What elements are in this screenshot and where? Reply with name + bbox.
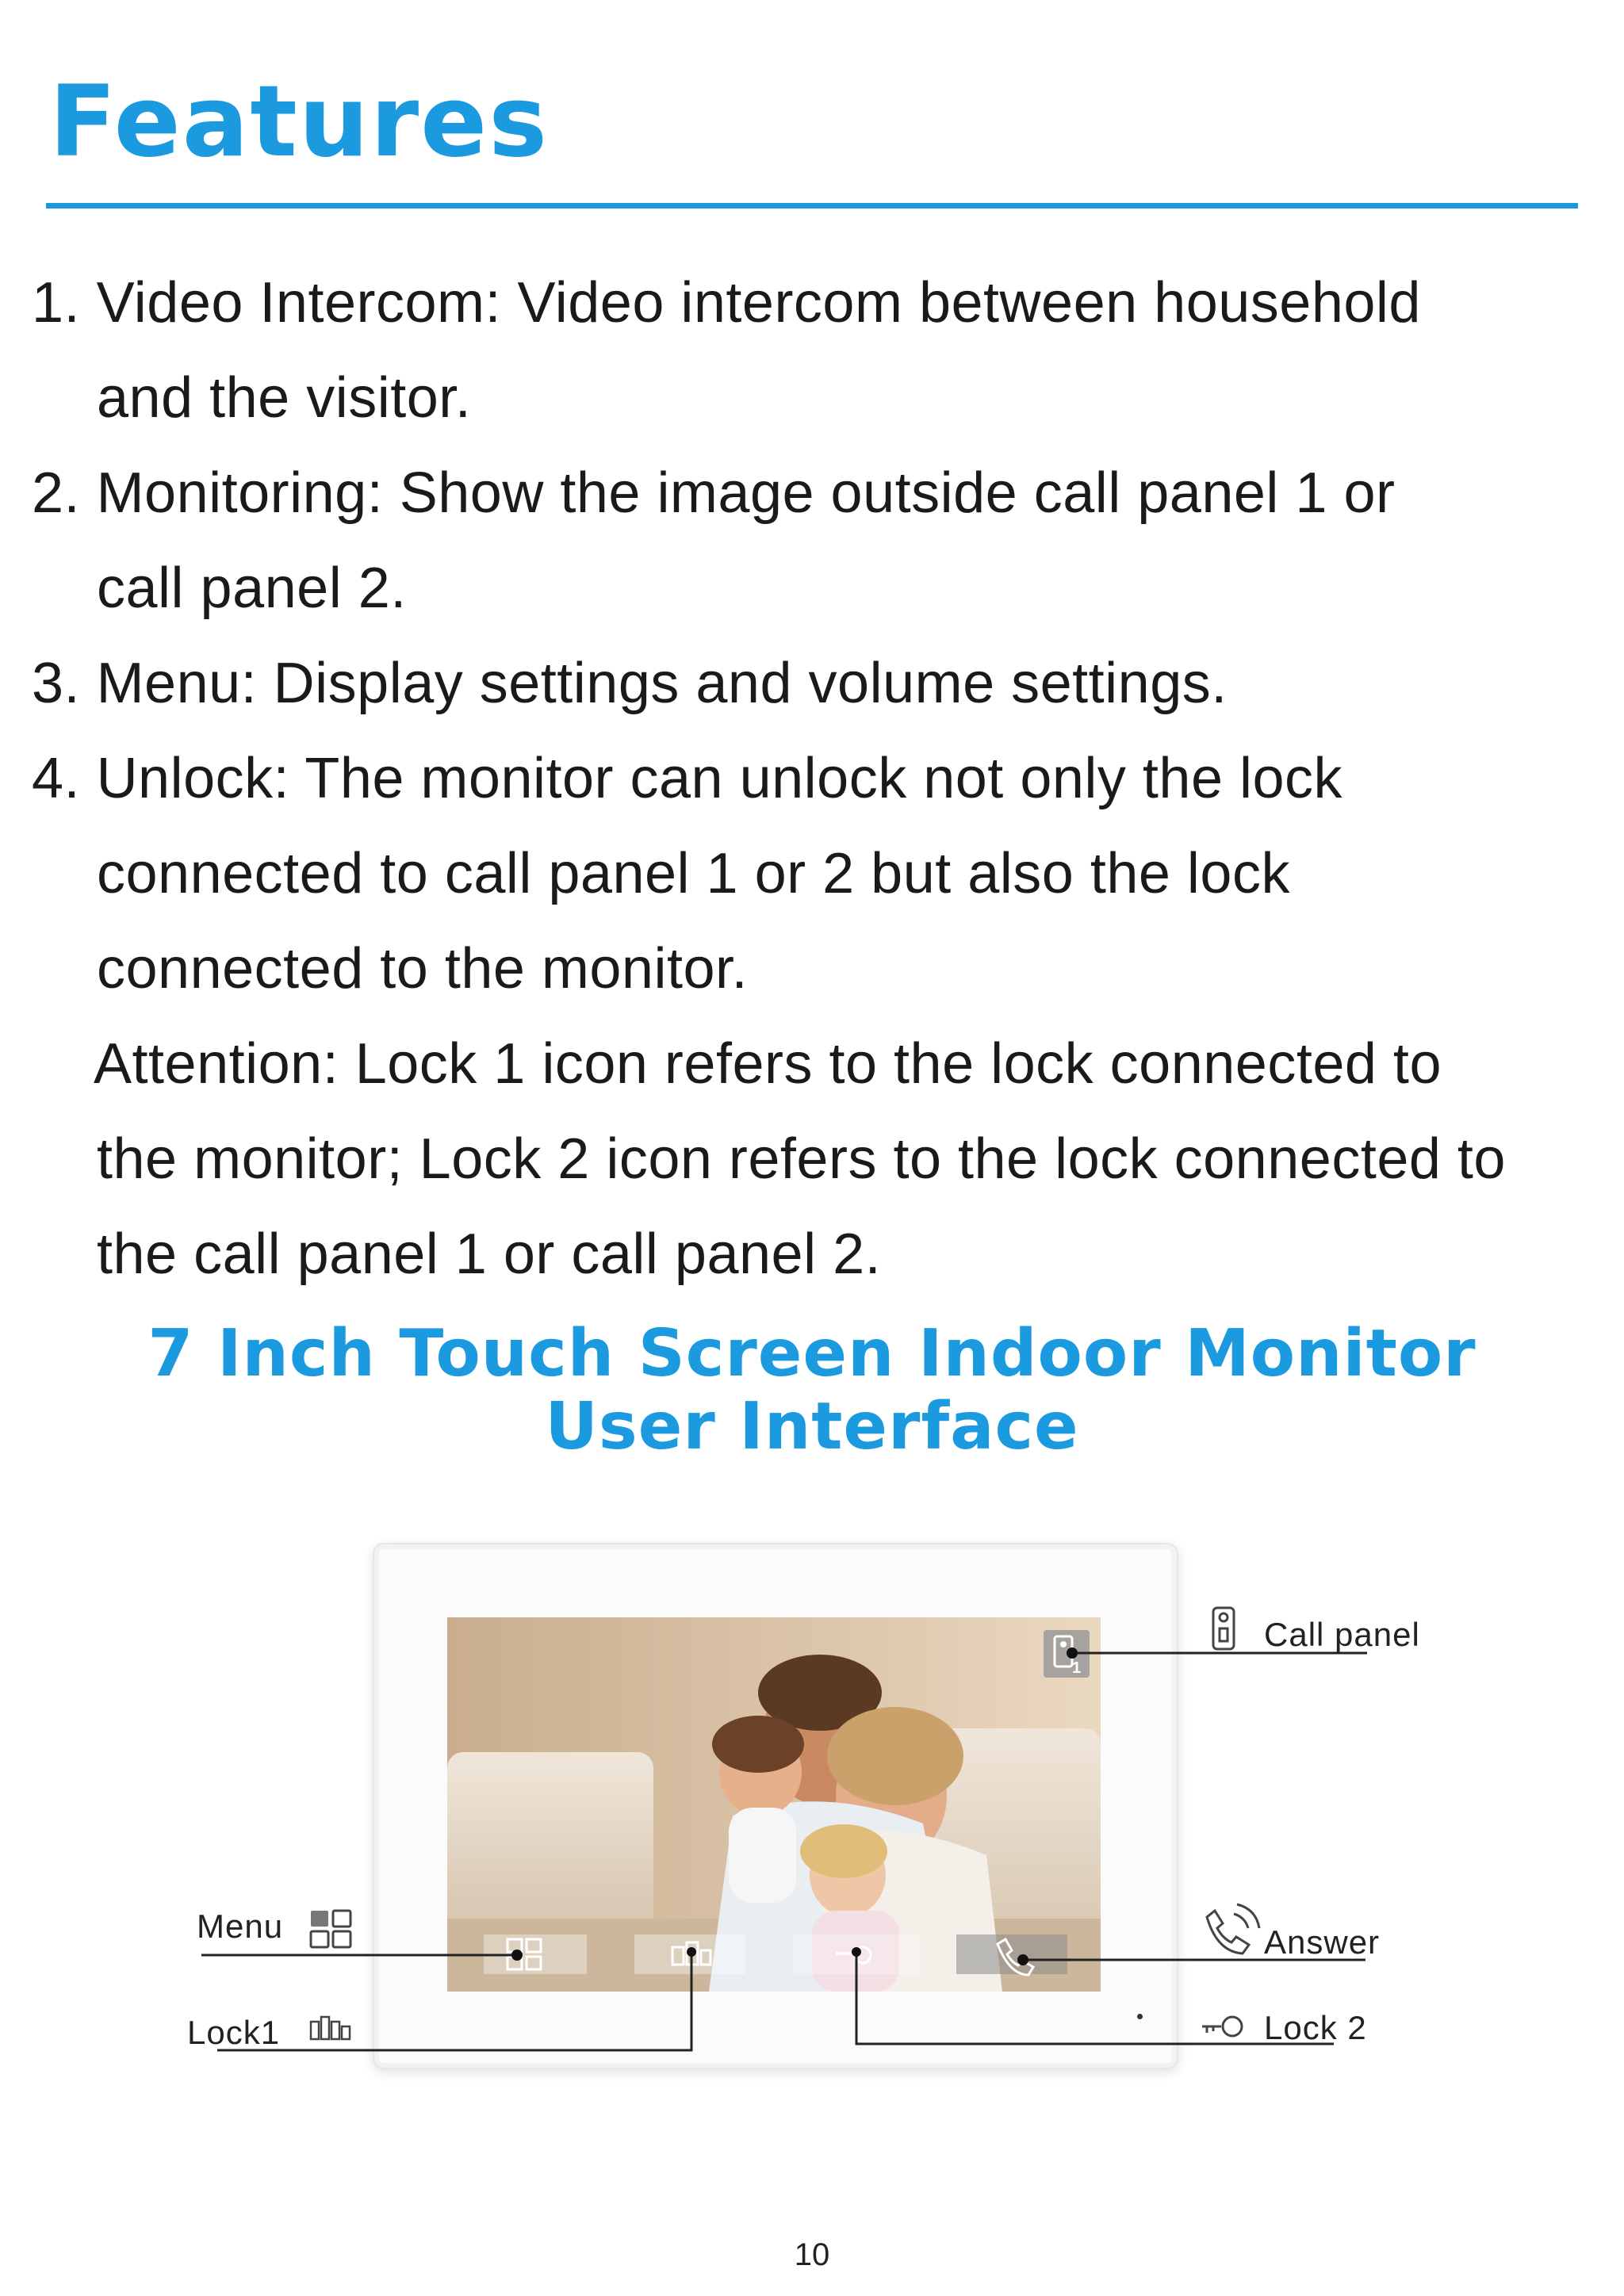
feature-line: 1. Video Intercom: Video intercom between household [32,271,1421,335]
feature-line: connected to the monitor. [97,937,749,1001]
section-subtitle: 7 Inch Touch Screen Indoor Monitor User Interface [147,1316,1477,1464]
attention-line: the call panel 1 or call panel 2. [97,1223,882,1286]
screen-toolbar [484,1934,1067,1974]
callout-lines [201,1653,1367,2050]
lock2-icon [1202,2017,1242,2036]
feature-line: and the visitor. [97,366,472,430]
attention-line: the monitor; Lock 2 icon refers to the lock connected to [97,1127,1506,1191]
feature-line: 3. Menu: Display settings and volume settings. [32,652,1228,715]
lock1-label: Lock1 [187,2014,281,2051]
feature-line: 2. Monitoring: Show the image outside call panel 1 or [32,461,1396,525]
lock2-label: Lock 2 [1264,2009,1367,2046]
menu-icon [311,1911,350,1947]
feature-line: 4. Unlock: The monitor can unlock not only the lock [32,747,1343,810]
status-led [1137,2014,1143,2019]
menu-label: Menu [197,1908,284,1945]
feature-line: call panel 2. [97,557,407,620]
answer-icon [1207,1904,1259,1954]
attention-line: Attention: Lock 1 icon refers to the lock connected to [94,1032,1442,1096]
callout-dots [511,1647,1078,1965]
call-panel-number: 1 [1072,1659,1082,1677]
feature-line: connected to call panel 1 or 2 but also the lock [97,842,1290,905]
lock1-icon [311,2017,350,2039]
call-panel-label: Call panel [1264,1616,1420,1653]
call-panel-icon [1213,1608,1234,1649]
page-number: 10 [794,2237,830,2272]
answer-label: Answer [1264,1923,1381,1961]
page-title: Features [49,65,550,179]
